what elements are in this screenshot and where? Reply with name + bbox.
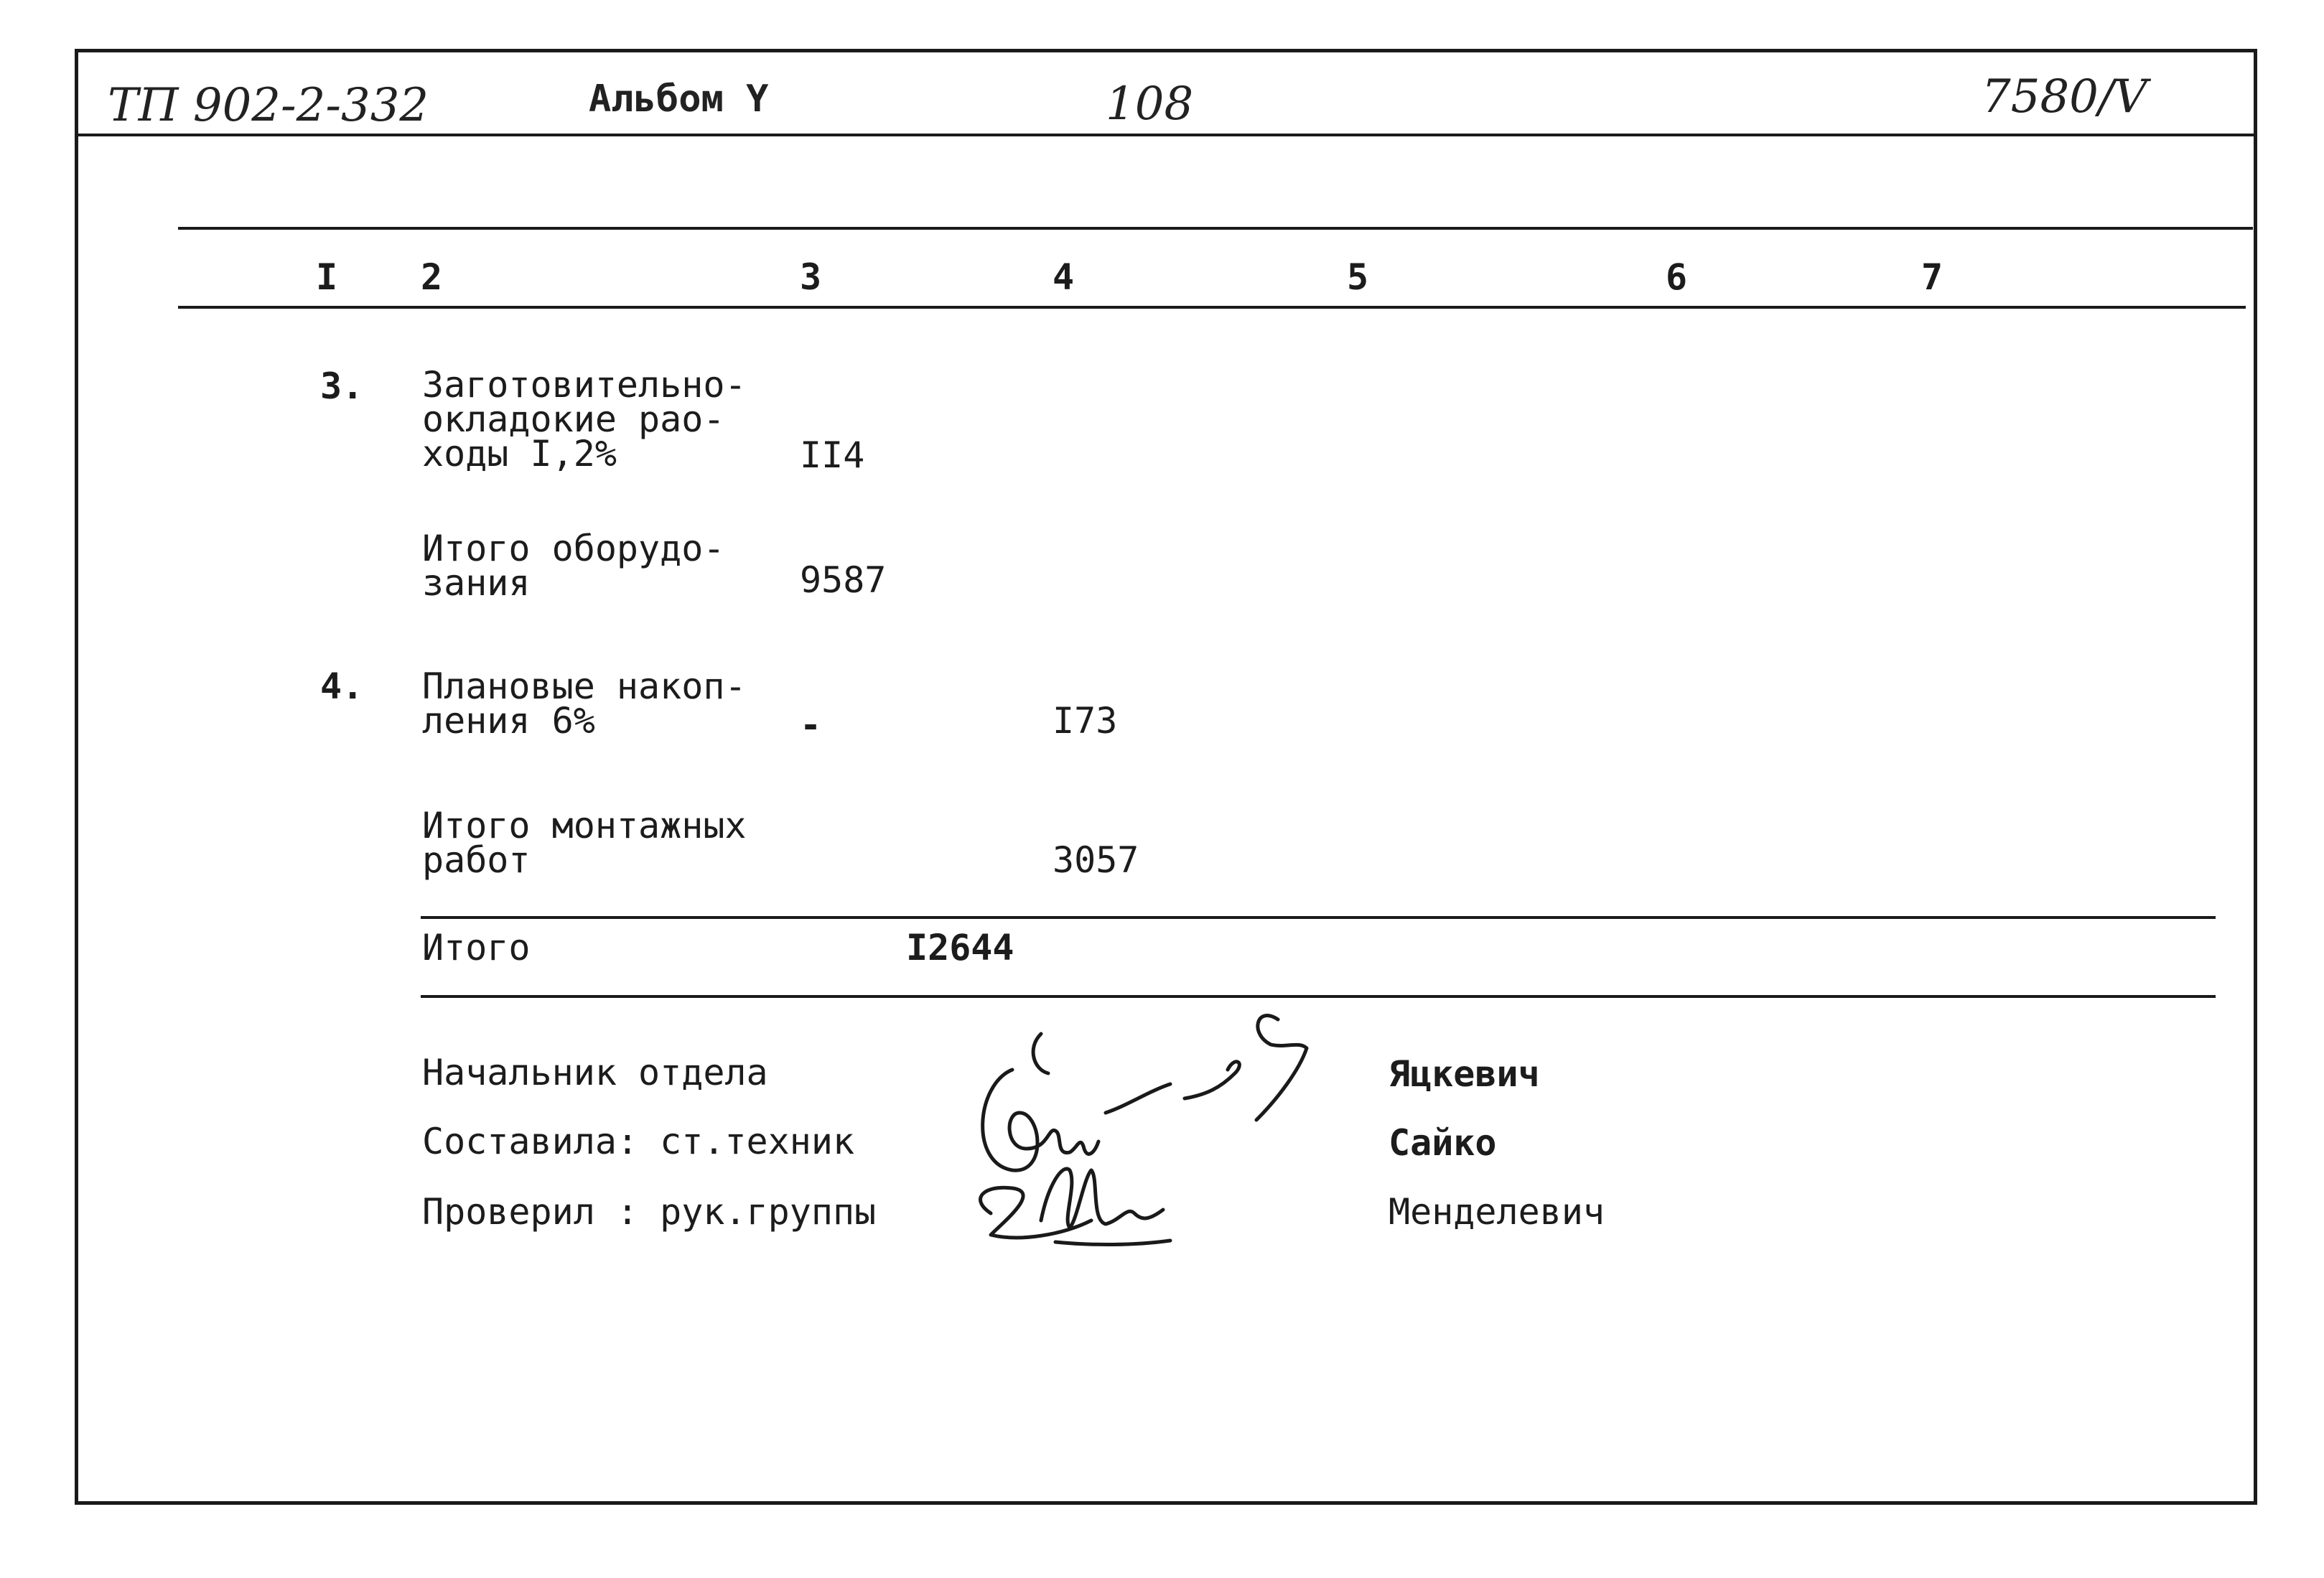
column-header: 3 — [800, 256, 822, 298]
signer-role: Проверил : рук.группы — [422, 1191, 877, 1233]
table-header-rule — [178, 306, 2246, 309]
signer-name: Яцкевич — [1389, 1053, 1540, 1095]
row-description: Итого монтажных работ — [422, 805, 747, 881]
row-description: Итого оборудо- зания — [422, 528, 725, 604]
column-header: 2 — [421, 256, 443, 298]
total-value: I2644 — [906, 927, 1014, 968]
signer-name: Менделевич — [1389, 1191, 1605, 1233]
column-header: 4 — [1053, 256, 1075, 298]
column-header: 6 — [1666, 256, 1688, 298]
signer-role: Начальник отдела — [422, 1052, 768, 1093]
row-number: 4. — [320, 666, 364, 707]
row-description: Плановые накоп- ления 6% — [422, 666, 747, 742]
page-number: 108 — [1106, 78, 1194, 131]
album-label: Альбом Y — [589, 78, 769, 121]
row-number: 3. — [320, 365, 364, 407]
total-label: Итого — [422, 927, 531, 968]
row-value-col4: 3057 — [1053, 839, 1139, 881]
signer-name: Сайко — [1389, 1122, 1497, 1164]
handwritten-signatures — [962, 1005, 1364, 1264]
column-header: 5 — [1347, 256, 1369, 298]
row-value-col4: I73 — [1053, 700, 1118, 742]
signer-role: Составила: ст.техник — [422, 1121, 855, 1162]
table-top-rule — [178, 227, 2253, 230]
row-description: Заготовительно- окладокие рао- ходы I,2% — [422, 364, 747, 475]
row-value-col3: - — [800, 704, 822, 746]
sheet-code: 7580/V — [1982, 70, 2147, 123]
row-value-col3: II4 — [800, 434, 865, 476]
total-top-rule — [421, 916, 2216, 919]
project-code: ТП 902-2-332 — [108, 79, 429, 132]
column-header: 7 — [1921, 256, 1943, 298]
total-bottom-rule — [421, 995, 2216, 998]
column-header: I — [316, 256, 338, 298]
row-value-col3: 9587 — [800, 559, 887, 601]
header-divider — [75, 134, 2257, 136]
